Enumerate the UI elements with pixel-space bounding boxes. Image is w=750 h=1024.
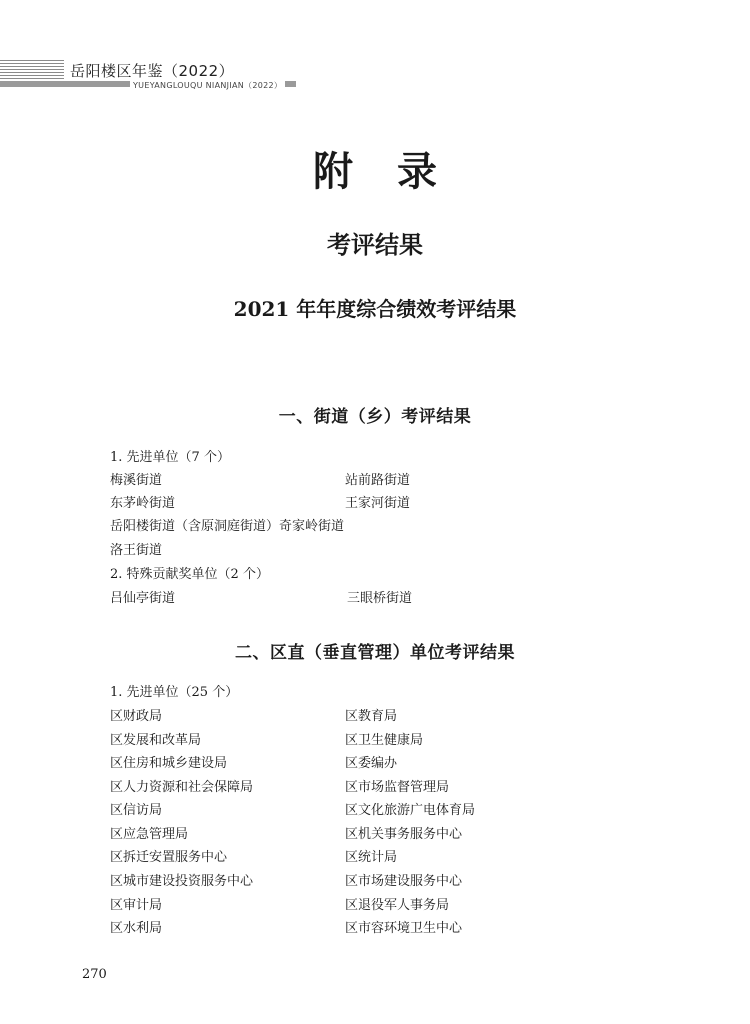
list-item: 区文化旅游广电体育局 <box>345 803 476 818</box>
yearbook-subtitle: YUEYANGLOUQU NIANJIAN（2022） <box>130 80 285 91</box>
list-item: 区信访局 <box>110 803 163 818</box>
list-item: 岳阳楼街道（含原洞庭街道）奇家岭街道 <box>110 519 345 534</box>
list-item: 东茅岭街道 <box>110 496 176 511</box>
list-item: 区住房和城乡建设局 <box>110 756 228 771</box>
list-item: 三眼桥街道 <box>347 591 413 606</box>
page-number: 270 <box>82 967 107 982</box>
section1-heading: 一、街道（乡）考评结果 <box>278 407 472 427</box>
list-item: 区退役军人事务局 <box>345 898 450 913</box>
list-item: 区市场监督管理局 <box>345 780 450 795</box>
section-title: 考评结果 <box>327 231 423 259</box>
list-item: 区水利局 <box>110 921 163 936</box>
list-item: 区机关事务服务中心 <box>345 827 463 842</box>
list-item: 区市容环境卫生中心 <box>345 921 463 936</box>
section2-group1-label: 1. 先进单位（25 个） <box>110 685 239 700</box>
yearbook-title: 岳阳楼区年鉴（2022） <box>70 62 235 80</box>
list-item: 区审计局 <box>110 898 163 913</box>
list-item: 区城市建设投资服务中心 <box>110 874 254 889</box>
appendix-title: 附录 <box>313 149 481 195</box>
list-item: 区教育局 <box>345 709 398 724</box>
list-item: 王家河街道 <box>345 496 411 511</box>
list-item: 区统计局 <box>345 850 398 865</box>
section1-group2-label: 2. 特殊贡献奖单位（2 个） <box>110 567 269 582</box>
list-item: 洛王街道 <box>110 543 163 558</box>
list-item: 区发展和改革局 <box>110 733 202 748</box>
list-item: 区委编办 <box>345 756 398 771</box>
section2-heading: 二、区直（垂直管理）单位考评结果 <box>235 643 515 663</box>
section1-group1-label: 1. 先进单位（7 个） <box>110 450 230 465</box>
list-item: 区财政局 <box>110 709 163 724</box>
list-item: 区市场建设服务中心 <box>345 874 463 889</box>
list-item: 吕仙亭街道 <box>110 591 176 606</box>
list-item: 区人力资源和社会保障局 <box>110 780 254 795</box>
list-item: 站前路街道 <box>345 473 411 488</box>
list-item: 区应急管理局 <box>110 827 189 842</box>
list-item: 梅溪街道 <box>110 473 163 488</box>
header-decor-lines <box>0 60 64 81</box>
list-item: 区卫生健康局 <box>345 733 424 748</box>
report-title: 2021 年年度综合绩效考评结果 <box>233 297 517 321</box>
list-item: 区拆迁安置服务中心 <box>110 850 228 865</box>
